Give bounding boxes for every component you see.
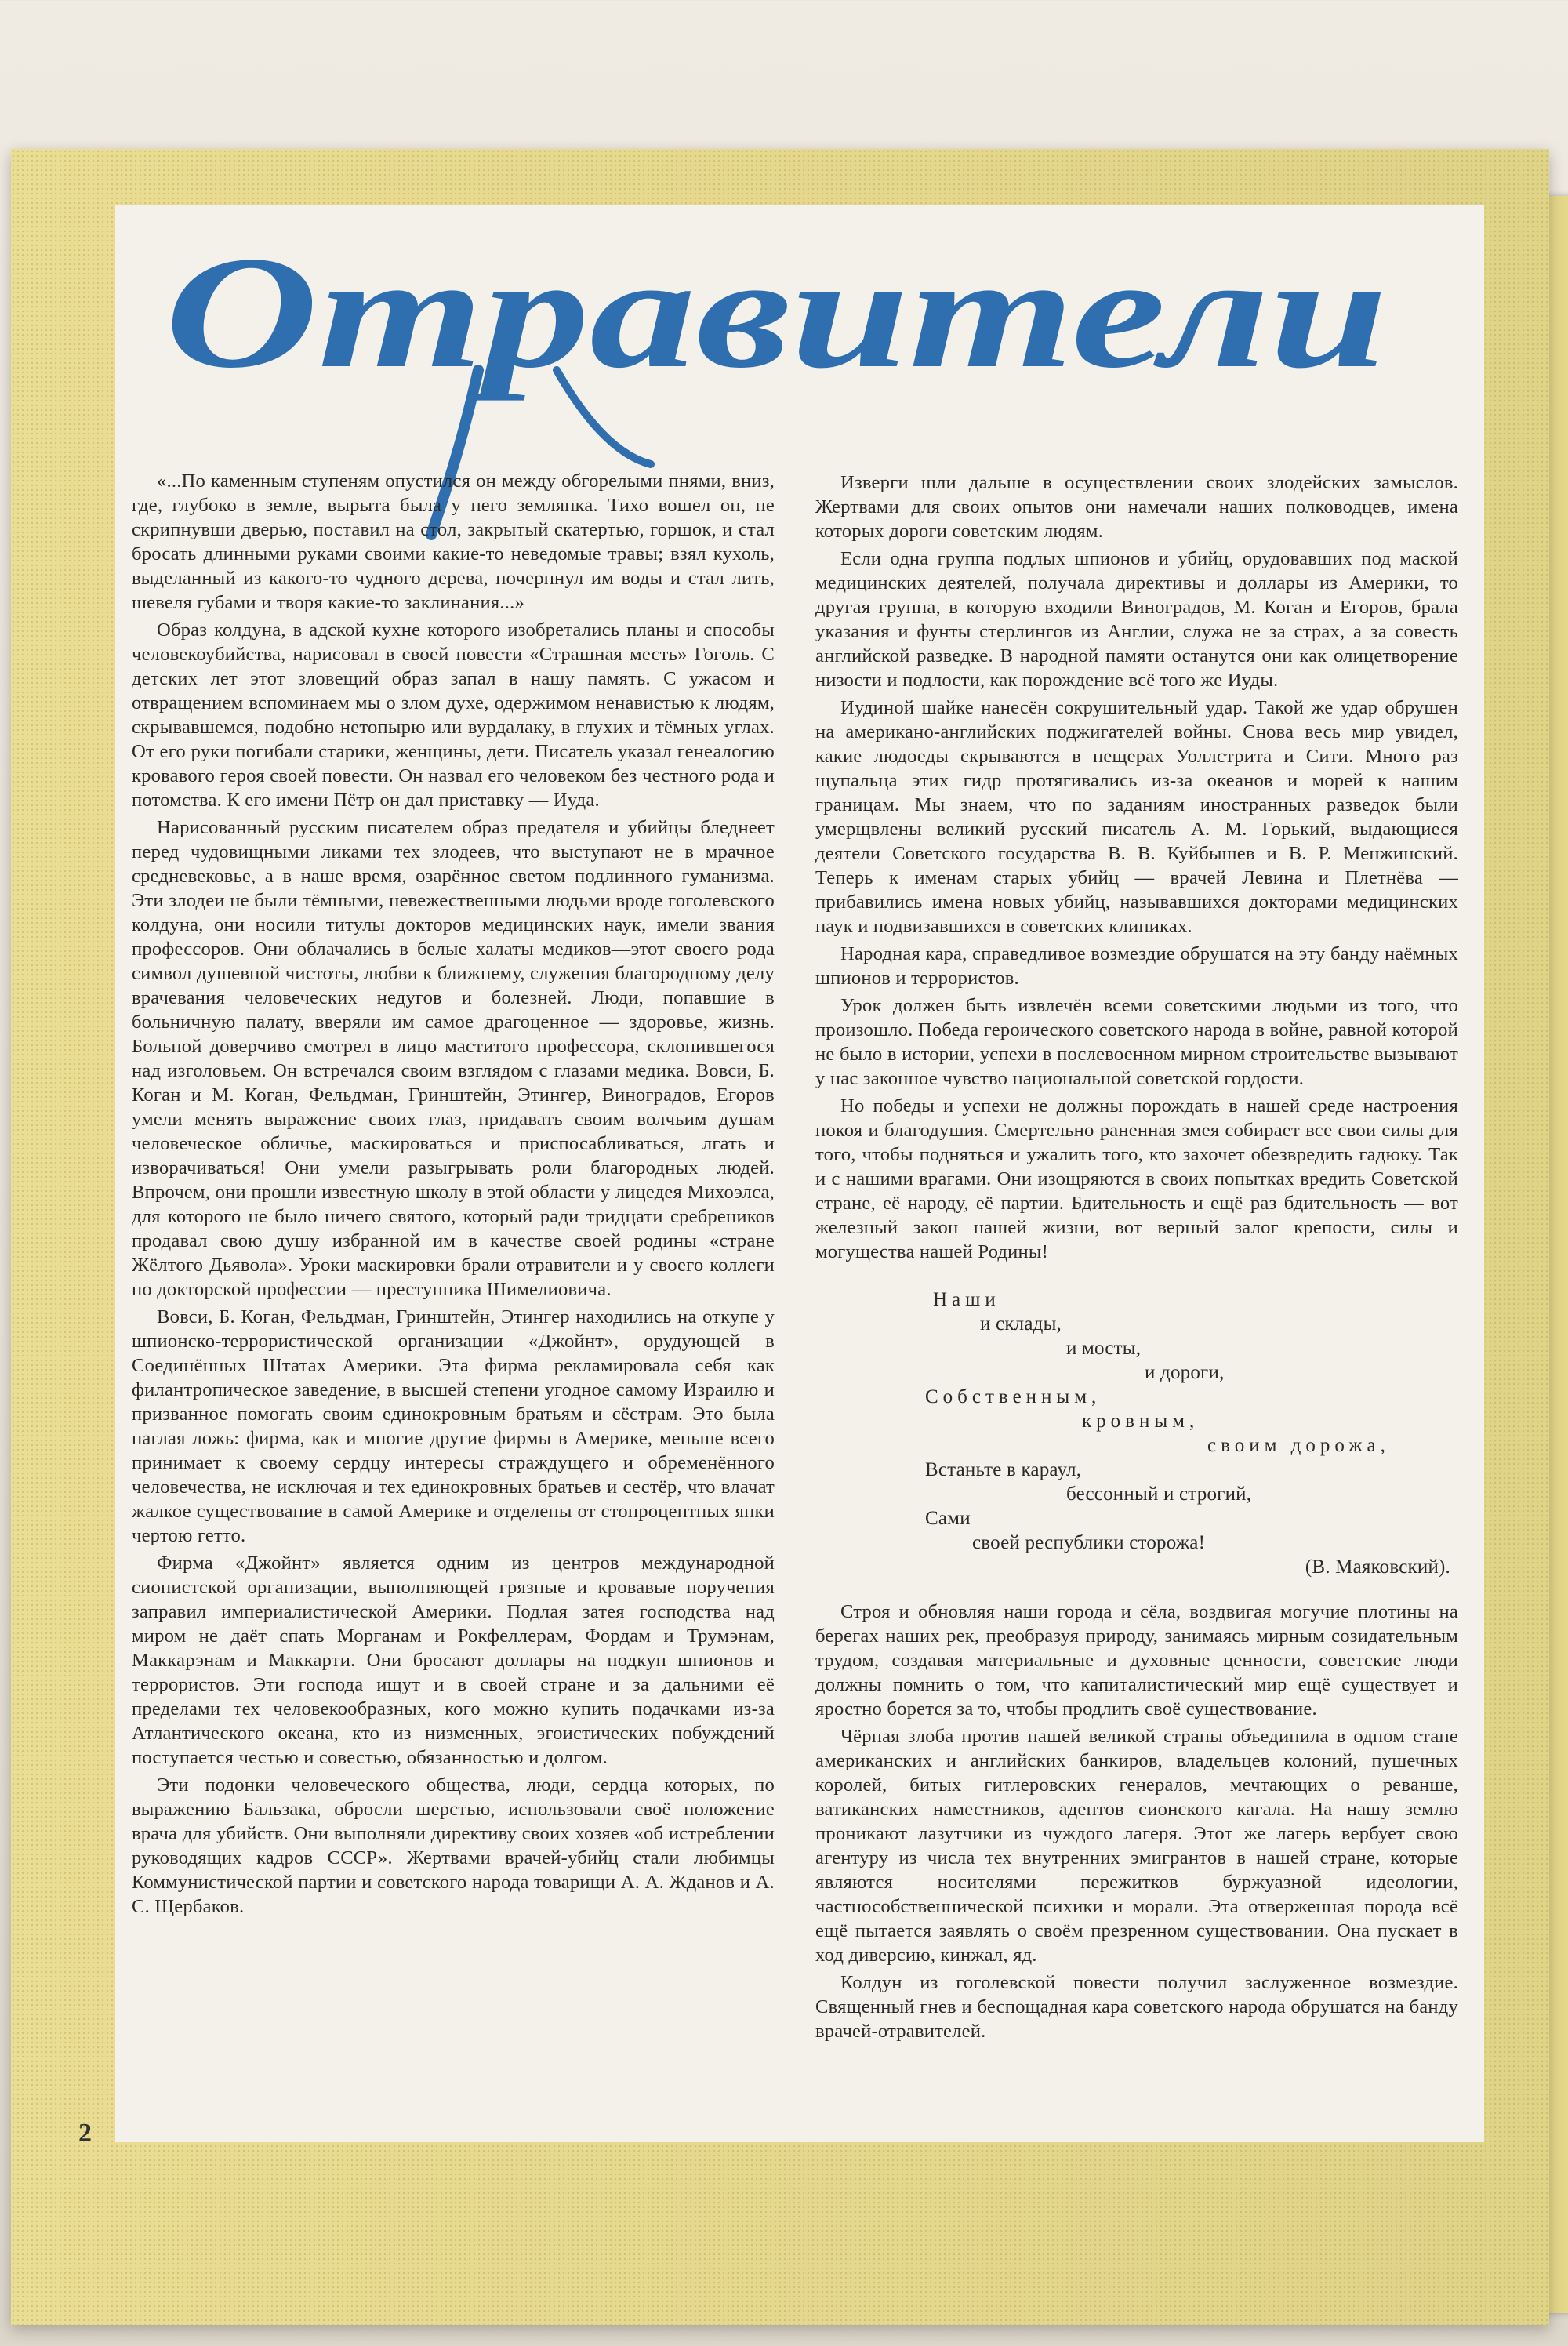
right-column bbox=[815, 470, 1458, 2046]
poem-line: своей республики сторожа! bbox=[972, 1532, 1206, 1553]
paragraph: Народная кара, справедливое возмездие обрушатся на эту банду наёмных шпионов и террористов. bbox=[815, 943, 1458, 989]
page-number: 2 bbox=[78, 2119, 92, 2148]
poem-line: Собственным, bbox=[925, 1386, 1102, 1407]
paragraph: «...По каменным ступеням опустился он между обгорелыми пнями, вниз, где, глубоко в земле, вырыта была у него землянка. Тихо вошел он, не скрипнувши дверью, поставил на стол, закрытый скатертью, горшок, и стал бросать длинными руками своими какие-то неведомые травы; взял кухоль, выделанный из какого-то чудного дерева, почерпнул им воды и стал лить, шевеля губами и творя какие-то заклинания...» bbox=[132, 470, 775, 613]
article-title: Отравители bbox=[165, 223, 1388, 401]
poem-line: своим дорожа, bbox=[1207, 1435, 1390, 1456]
paragraph: Нарисованный русским писателем образ предателя и убийцы бледнеет перед чудовищными ликами тех злодеев, что выступают не в мрачное средневековье, а в наше время, озарённое светом подлинного гуманизма. Эти злодеи не были тёмными, невежественными людьми вроде гоголевского колдуна, они носили титулы докторов медицинских наук, имели звания профессоров. Они облачались в белые халаты медиков—этот своего рода символ душевной чистоты, любви к ближнему, служения благородному делу врачевания человеческих недугов и болезней. Люди, попавшие в больничную палату, вверяли им самое драгоценное — здоровье, жизнь. Больной доверчиво смотрел в лицо маститого профессора, склонившегося над изголовьем. Он встречался своим взглядом с глазами медика. Вовси, Б. Коган и М. Коган, Фельдман, Гринштейн, Этингер, Виноградов, Егоров умели менять выражение своих глаз, придавать своим волчьим душам человеческое обличье, маскироваться и приспосабливаться, лгать и изворачиваться! Они умели разыгрывать роли благородных людей. Впрочем, они прошли известную школу в этой области у лицедея Михоэлса, для которого не было ничего святого, который ради тридцати сребреников продавал свою душу избранной им в качестве своей родины «стране Жёлтого Дьявола». Уроки маскировки брали отравители и у своего коллеги по докторской профессии — преступника Шимелиовича. bbox=[132, 817, 775, 1300]
poem-line: Сами bbox=[925, 1508, 971, 1529]
poem-line: и дороги, bbox=[1145, 1362, 1225, 1383]
poem-line: бессонный и строгий, bbox=[1066, 1484, 1252, 1505]
poem-attribution: (В. Маяковский). bbox=[1305, 1556, 1450, 1578]
poem-line: кровным, bbox=[1082, 1411, 1200, 1432]
paragraph: Но победы и успехи не должны порождать в нашей среде настроения покоя и благодушия. Смертельно раненная змея собирает все свои силы для того, чтобы подняться и ужалить того, кто захочет обезвредить гадюку. Так и с нашими врагами. Они изощряются в своих попытках вредить Советской стране, её народу, её партии. Бдительность и ещё раз бдительность — вот железный закон нашей жизни, вот верный залог крепости, силы и могущества нашей Родины! bbox=[815, 1095, 1458, 1262]
paragraph: Изверги шли дальше в осуществлении своих злодейских замыслов. Жертвами для своих опытов они намечали наших полководцев, имена которых дороги советским людям. bbox=[815, 472, 1458, 542]
paragraph: Урок должен быть извлечён всеми советскими людьми из того, что произошло. Победа героического советского народа в войне, равной которой не было в истории, успехи в послевоенном мирном строительстве вызывают у нас законное чувство национальной советской гордости. bbox=[815, 995, 1458, 1089]
paragraph: Чёрная злоба против нашей великой страны объединила в одном стане американских и английских банкиров, владельцев колоний, пушечных королей, битых гитлеровских генералов, мечтающих о реванше, ватиканских наместников, адептов сионского кагала. На нашу землю проникают лазутчики из чуждого лагеря. Этот же лагерь вербует свою агентуру из числа тех внутренних эмигрантов в нашей стране, которые являются носителями пережитков буржуазной идеологии, частнособственнической психики и морали. Эта отверженная порода всё ещё пытается заявлять о своём презренном существовании. Она пускает в ход диверсию, кинжал, яд. bbox=[815, 1726, 1458, 1966]
paragraph: Иудиной шайке нанесён сокрушительный удар. Такой же удар обрушен на американо-английских поджигателей войны. Снова весь мир увидел, какие людоеды скрываются в пещерах Уоллстрита и Сити. Много раз щупальца этих гидр протягивались из-за океанов и морей к нашим границам. Мы знаем, что по заданиям иностранных разведок были умерщвлены великий русский писатель А. М. Горький, выдающиеся деятели Советского государства В. В. Куйбышев и В. Р. Менжинский. Теперь к именам старых убийц — врачей Левина и Плетнёва — прибавились имена новых убийц, называвшихся докторами медицинских наук и подвизавшихся в советских клиниках. bbox=[815, 697, 1458, 937]
poem-line: и мосты, bbox=[1066, 1338, 1142, 1359]
poem-line: и склады, bbox=[980, 1313, 1062, 1335]
paragraph: Эти подонки человеческого общества, люди, сердца которых, по выражению Бальзака, обросли шерстью, использовали своё положение врача для убийств. Они выполняли директиву своих хозяев «об истреблении руководящих кадров СССР». Жертвами врачей-убийц стали любимцы Коммунистической партии и советского народа товарищи А. А. Жданов и А. С. Щербаков. bbox=[132, 1774, 775, 1917]
poem-quote bbox=[815, 1287, 1458, 1579]
paragraph: Колдун из гоголевской повести получил заслуженное возмездие. Священный гнев и беспощадная кара советского народа обрушатся на банду врачей-отравителей. bbox=[815, 1972, 1458, 2042]
poem-line: Встаньте в караул, bbox=[925, 1459, 1082, 1480]
paragraph: Если одна группа подлых шпионов и убийц, орудовавших под маской медицинских деятелей, получала директивы и доллары из Америки, то другая группа, в которую входили Виноградов, М. Коган и Егоров, брала указания и фунты стерлингов из Англии, служа не за страх, а за совесть английской разведке. В народной памяти останутся они как олицетворение низости и подлости, как порождение всё того же Иуды. bbox=[815, 548, 1458, 691]
paragraph: Фирма «Джойнт» является одним из центров международной сионистской организации, выполняющей грязные и кровавые поручения заправил империалистической Америки. Подлая затея господства над миром не даёт спать Морганам и Рокфеллерам, Фордам и Трумэнам, Маккарэнам и Маккарти. Они бросают доллары на подкуп шпионов и террористов. Эти господа ищут и в своей стране и за дальними её пределами тех человекообразных, кого можно купить подачками из-за Атлантического океана, кто из низменных, эгоистических побуждений поступается честью и совестью, обязанностью и долгом. bbox=[132, 1552, 775, 1768]
left-column bbox=[132, 469, 775, 1922]
paragraph: Образ колдуна, в адской кухне которого изобретались планы и способы человекоубийства, нарисовал в своей повести «Страшная месть» Гоголь. С детских лет этот зловещий образ запал в нашу память. С ужасом и отвращением вспоминаем мы о злом духе, одержимом ненавистью к людям, скрывавшемся, подобно нетопырю или вурдалаку, в глухих и тёмных углах. От его руки погибали старики, женщины, дети. Писатель указал генеалогию кровавого героя своей повести. Он назвал его человеком без честного рода и потомства. К его имени Пётр он дал приставку — Иуда. bbox=[132, 619, 775, 811]
paragraph: Вовси, Б. Коган, Фельдман, Гринштейн, Этингер находились на откупе у шпионско-террористической организации «Джойнт», орудующей в Соединённых Штатах Америки. Эта фирма рекламировала себя как филантропическое заведение, в высшей степени угодное самому Израилю и призванное помогать своим единокровным братьям и сёстрам. Это была наглая ложь: фирма, как и многие другие фирмы в Америке, меньше всего принимает к своему сердцу интересы страждущего и обременённого человечества, не исключая и тех единокровных братьев и сестёр, что влачат жалкое существование в самой Америке и отделены от стопроцентных янки чертою гетто. bbox=[132, 1306, 775, 1546]
paragraph: Строя и обновляя наши города и сёла, воздвигая могучие плотины на берегах наших рек, преобразуя природу, занимаясь мирным созидательным трудом, создавая материальные и духовные ценности, советские люди должны помнить о том, что капиталистический мир ещё существует и яростно борется за то, чтобы продлить своё существование. bbox=[815, 1601, 1458, 1720]
poem-line: Наши bbox=[933, 1289, 1000, 1310]
